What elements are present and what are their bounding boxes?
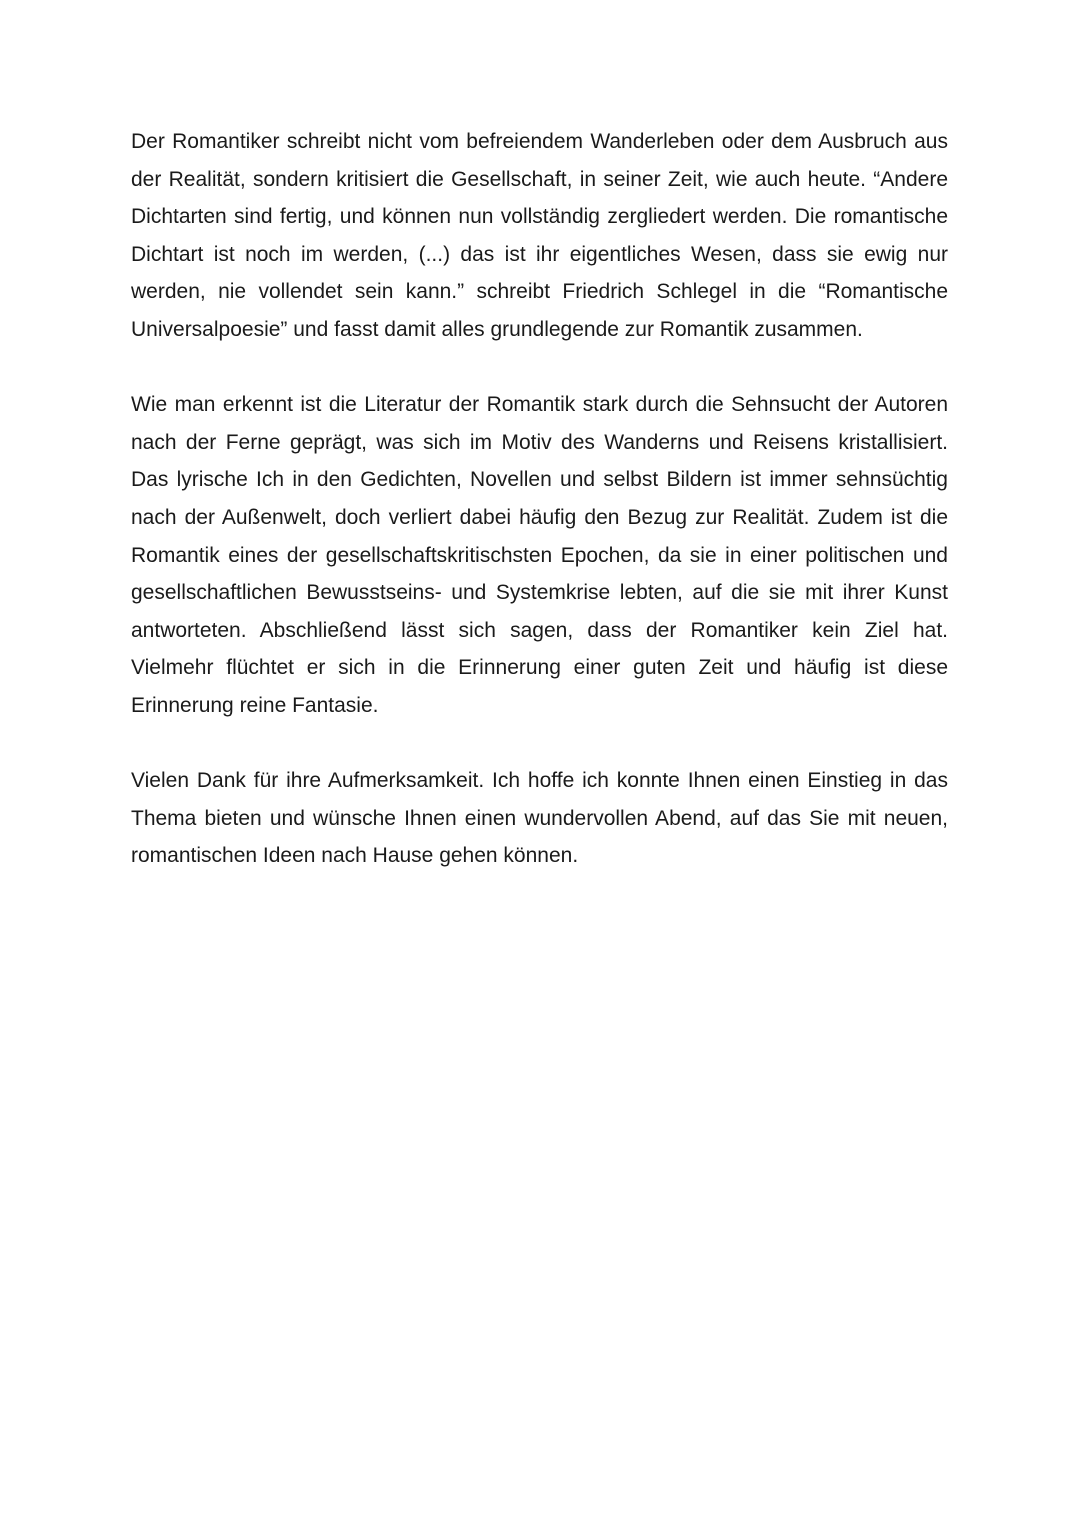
document-body — [131, 123, 948, 912]
paragraph-2: Wie man erkennt ist die Literatur der Romantik stark durch die Sehnsucht der Autoren nach der Ferne geprägt, was sich im Motiv des Wanderns und Reisens kristallisiert. Das lyrische Ich in den Gedichten, Novellen und selbst Bildern ist immer sehnsüchtig nach der Außenwelt, doch verliert dabei häufig den Bezug zur Realität. Zudem ist die Romantik eines der gesellschaftskritischsten Epochen, da sie in einer politischen und gesellschaftlichen Bewusstseins- und Systemkrise lebten, auf die sie mit ihrer Kunst antworteten. Abschließend lässt sich sagen, dass der Romantiker kein Ziel hat. Vielmehr flüchtet er sich in die Erinnerung einer guten Zeit und häufig ist diese Erinnerung reine Fantasie. — [131, 393, 948, 717]
paragraph-3: Vielen Dank für ihre Aufmerksamkeit. Ich hoffe ich konnte Ihnen einen Einstieg in das Thema bieten und wünsche Ihnen einen wundervollen Abend, auf das Sie mit neuen, romantischen Ideen nach Hause gehen können. — [131, 769, 948, 868]
paragraph-1: Der Romantiker schreibt nicht vom befreiendem Wanderleben oder dem Ausbruch aus der Realität, sondern kritisiert die Gesellschaft, in seiner Zeit, wie auch heute. “Andere Dichtarten sind fertig, und können nun vollständig zergliedert werden. Die romantische Dichtart ist noch im werden, (...) das ist ihr eigentliches Wesen, dass sie ewig nur werden, nie vollendet sein kann.” schreibt Friedrich Schlegel in die “Romantische Universalpoesie” und fasst damit alles grundlegende zur Romantik zusammen. — [131, 130, 948, 341]
